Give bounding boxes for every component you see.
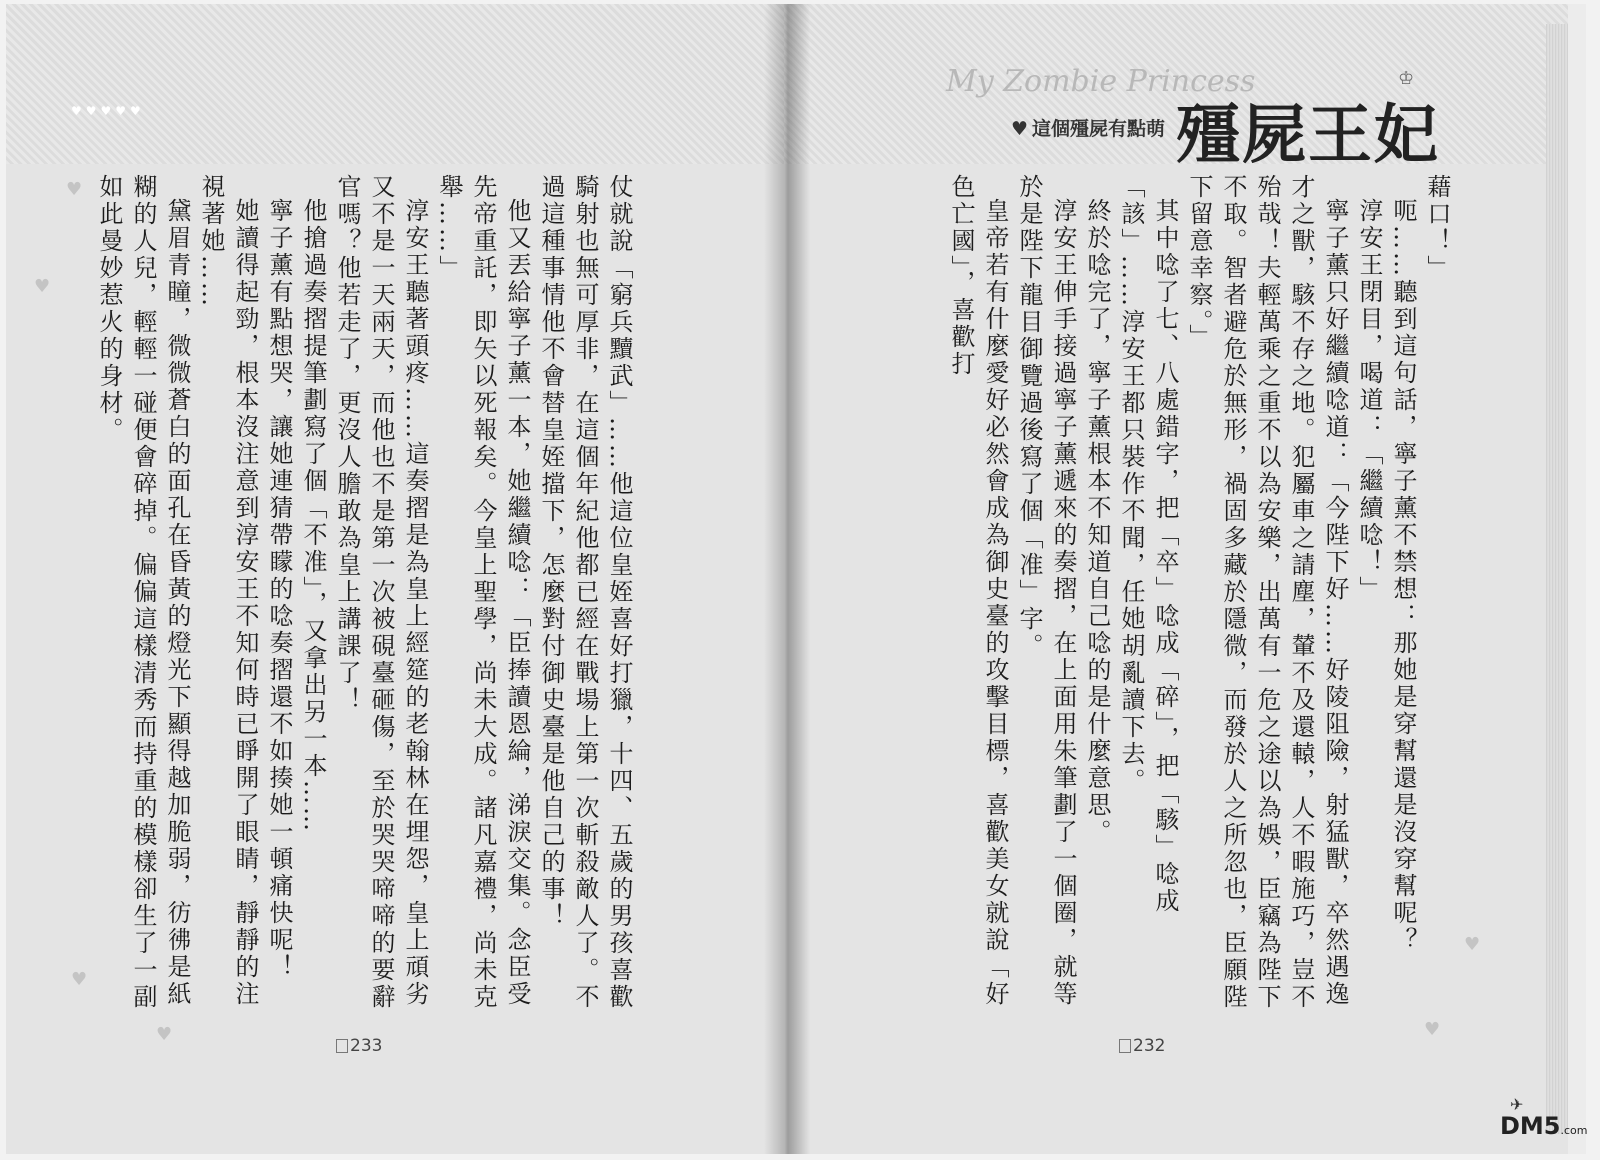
left-page bbox=[6, 4, 784, 1154]
paragraph: 她讀得起勁，根本沒注意到淳安王不知何時已睜開了眼睛，靜靜的注視著她…… bbox=[197, 174, 259, 1008]
paragraph: 藉口！」 bbox=[1423, 174, 1451, 282]
crown-icon: ♔ bbox=[1398, 68, 1415, 89]
book-spread bbox=[6, 4, 1586, 1154]
paragraph: 他搶過奏摺提筆劃寫了個「不准」，又拿出另一本…… bbox=[299, 198, 327, 834]
paragraph: 淳安王伸手接過寧子薰遞來的奏摺，在上面用朱筆劃了一個圈，就等於是陛下龍目御覽過後寫了個「准」字。 bbox=[1015, 174, 1077, 1008]
page-number-text: 233 bbox=[350, 1036, 383, 1056]
page-edges bbox=[1546, 24, 1568, 1134]
page-number-right bbox=[1119, 1036, 1165, 1056]
watermark-suffix: .com bbox=[1560, 1124, 1588, 1137]
series-subtitle bbox=[1011, 114, 1165, 141]
paragraph: 淳安王聽著頭疼……這奏摺是為皇上經筵的老翰林在埋怨，皇上頑劣又不是一天兩天，而他也不是第一次被硯臺砸傷，至於哭哭啼啼的要辭官嗎？他若走了，更沒人膽敢為皇上講課了！ bbox=[333, 174, 429, 1011]
paragraph: 寧子薰只好繼續唸道：「今陛下好……好陵阻險，射猛獸，卒然遇逸才之獸，駭不存之地。犯屬車之請塵，輦不及還轅，人不暇施巧，豈不殆哉！夫輕萬乘之重不以為安樂，出萬有一危之途以為娛，臣竊為陛下不取。智者避危於無形，禍固多藏於隱微，而發於人之所忽也，臣願陛下留意幸察。」 bbox=[1185, 174, 1349, 1011]
paragraph: 其中唸了七、八處錯字，把「卒」唸成「碎」，把「駭」唸成「該」……淳安王都只裝作不聞，任她胡亂讀下去。 bbox=[1117, 174, 1179, 915]
series-title-english: My Zombie Princess bbox=[946, 64, 1256, 99]
paragraph: 淳安王閉目，喝道：「繼續唸！」 bbox=[1355, 198, 1383, 603]
paragraph: 寧子薰有點想哭，讓她連猜帶矇的唸奏摺還不如揍她一頓痛快呢！ bbox=[265, 198, 293, 981]
heart-icon: ♥ bbox=[71, 969, 88, 990]
book-gutter bbox=[764, 4, 810, 1154]
site-watermark bbox=[1500, 1112, 1588, 1140]
paragraph: 仗就說「窮兵黷武」……他這位皇姪喜好打獵，十四、五歲的男孩喜歡騎射也無可厚非，在這個年紀他都已經在戰場上第一次斬殺敵人了。不過這種事情他不會替皇姪擋下，怎麼對付御史臺是他自己的事！ bbox=[537, 174, 633, 1011]
heart-icon: ♥ bbox=[156, 1024, 173, 1045]
left-page-text bbox=[95, 174, 636, 1024]
page-number-left bbox=[336, 1036, 382, 1056]
heart-icon: ♥ bbox=[1464, 934, 1481, 955]
right-page bbox=[784, 4, 1568, 1154]
heart-icon: ♥ bbox=[1011, 118, 1029, 140]
right-page-text bbox=[894, 174, 1454, 1024]
subtitle-text: 這個殭屍有點萌 bbox=[1032, 118, 1166, 140]
series-title: 殭屍王妃 bbox=[1176, 99, 1440, 173]
page-marker-icon bbox=[336, 1039, 348, 1053]
paragraph: 他又丟給寧子薰一本，她繼續唸：「臣捧讀恩綸，涕淚交集。念臣受先帝重託，即矢以死報矣。今皇上聖學，尚未大成。諸凡嘉禮，尚未克舉……」 bbox=[435, 174, 531, 1011]
bird-logo-icon: ✈ bbox=[1510, 1095, 1524, 1114]
watermark-brand: DM5 bbox=[1500, 1112, 1561, 1140]
paragraph: 終於唸完了，寧子薰根本不知道自己唸的是什麼意思。 bbox=[1083, 198, 1111, 846]
hearts-row-icon: ♥♥♥♥♥ bbox=[71, 104, 145, 118]
paragraph: 呃……聽到這句話，寧子薰不禁想：那她是穿幫還是沒穿幫呢？ bbox=[1389, 198, 1417, 954]
paragraph: 黛眉青瞳，微微蒼白的面孔在昏黃的燈光下顯得越加脆弱，彷彿是紙糊的人兒，輕輕一碰便會碎掉。偏偏這樣清秀而持重的模樣卻生了一副如此曼妙惹火的身材。 bbox=[95, 174, 191, 1011]
paragraph: 皇帝若有什麼愛好必然會成為御史臺的攻擊目標，喜歡美女就說「好色亡國」，喜歡打 bbox=[947, 174, 1009, 1008]
page-number-text: 232 bbox=[1133, 1036, 1166, 1056]
heart-icon: ♥ bbox=[34, 276, 51, 297]
heart-icon: ♥ bbox=[1424, 1019, 1441, 1040]
page-marker-icon bbox=[1119, 1039, 1131, 1053]
heart-icon: ♥ bbox=[66, 179, 83, 200]
